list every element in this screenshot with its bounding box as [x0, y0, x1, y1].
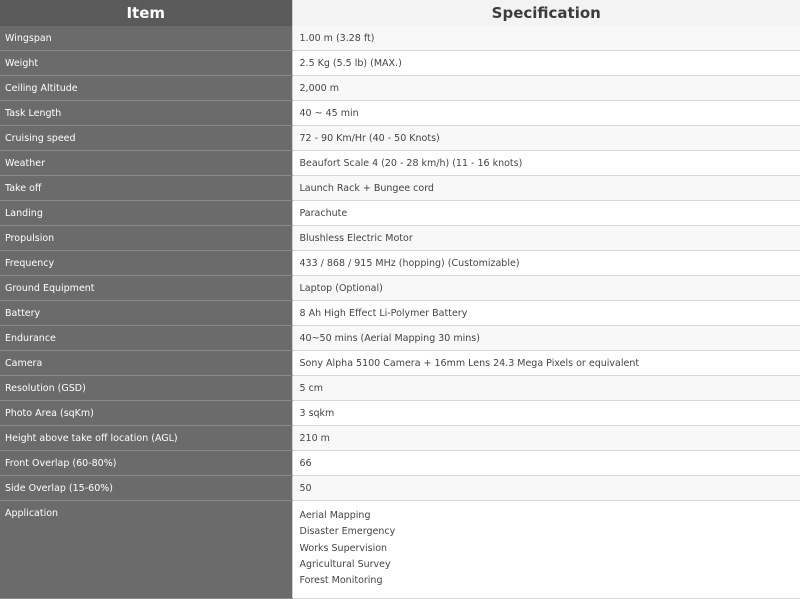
row-value: 3 sqkm — [292, 401, 800, 426]
row-value: 40 ~ 45 min — [292, 101, 800, 126]
row-value: 2,000 m — [292, 76, 800, 101]
row-label: Camera — [0, 351, 292, 376]
table-row — [0, 426, 800, 451]
table-row — [0, 26, 800, 51]
application-row — [0, 501, 800, 599]
row-label: Ground Equipment — [0, 276, 292, 301]
row-label: Application — [0, 501, 292, 599]
table-row — [0, 301, 800, 326]
row-value: 8 Ah High Effect Li-Polymer Battery — [292, 301, 800, 326]
row-label: Propulsion — [0, 226, 292, 251]
table-row — [0, 201, 800, 226]
row-value: Laptop (Optional) — [292, 276, 800, 301]
table-row — [0, 76, 800, 101]
table-row — [0, 476, 800, 501]
row-label: Task Length — [0, 101, 292, 126]
application-item: Forest Monitoring — [299, 575, 383, 587]
row-value: 1.00 m (3.28 ft) — [292, 26, 800, 51]
table-header-row — [0, 0, 800, 26]
application-item: Works Supervision — [299, 542, 388, 554]
row-label: Cruising speed — [0, 126, 292, 151]
row-value: Parachute — [292, 201, 800, 226]
row-label: Front Overlap (60-80%) — [0, 451, 292, 476]
row-value: Launch Rack + Bungee cord — [292, 176, 800, 201]
row-value: Beaufort Scale 4 (20 - 28 km/h) (11 - 16 knots) — [292, 151, 800, 176]
table-body — [0, 26, 800, 599]
row-value: 433 / 868 / 915 MHz (hopping) (Customizable) — [292, 251, 800, 276]
table-row — [0, 376, 800, 401]
row-value: 2.5 Kg (5.5 lb) (MAX.) — [292, 51, 800, 76]
row-label: Weather — [0, 151, 292, 176]
table-row — [0, 151, 800, 176]
row-label: Frequency — [0, 251, 292, 276]
application-item: Disaster Emergency — [299, 526, 396, 538]
table-row — [0, 101, 800, 126]
row-value: 210 m — [292, 426, 800, 451]
application-item: Aerial Mapping — [299, 510, 371, 521]
row-label: Photo Area (sqKm) — [0, 401, 292, 426]
table-row — [0, 51, 800, 76]
row-label: Weight — [0, 51, 292, 76]
table-row — [0, 276, 800, 301]
table-row — [0, 176, 800, 201]
row-label: Battery — [0, 301, 292, 326]
specification-column-header: Specification — [292, 0, 800, 26]
row-value: 40~50 mins (Aerial Mapping 30 mins) — [292, 326, 800, 351]
item-column-header: Item — [0, 0, 292, 26]
row-value: 66 — [292, 451, 800, 476]
row-label: Side Overlap (15-60%) — [0, 476, 292, 501]
row-label: Endurance — [0, 326, 292, 351]
table-row — [0, 351, 800, 376]
row-value: 50 — [292, 476, 800, 501]
row-value: 72 - 90 Km/Hr (40 - 50 Knots) — [292, 126, 800, 151]
table-row — [0, 401, 800, 426]
table-row — [0, 126, 800, 151]
row-value: Blushless Electric Motor — [292, 226, 800, 251]
row-label: Resolution (GSD) — [0, 376, 292, 401]
table-row — [0, 451, 800, 476]
row-label: Height above take off location (AGL) — [0, 426, 292, 451]
row-value: Sony Alpha 5100 Camera + 16mm Lens 24.3 Mega Pixels or equivalent — [292, 351, 800, 376]
table-row — [0, 226, 800, 251]
row-value: 5 cm — [292, 376, 800, 401]
row-label: Landing — [0, 201, 292, 226]
row-label: Ceiling Altitude — [0, 76, 292, 101]
application-values — [292, 501, 800, 599]
row-label: Wingspan — [0, 26, 292, 51]
row-label: Take off — [0, 176, 292, 201]
table-row — [0, 326, 800, 351]
table-row — [0, 251, 800, 276]
application-item: Agricultural Survey — [299, 558, 391, 570]
